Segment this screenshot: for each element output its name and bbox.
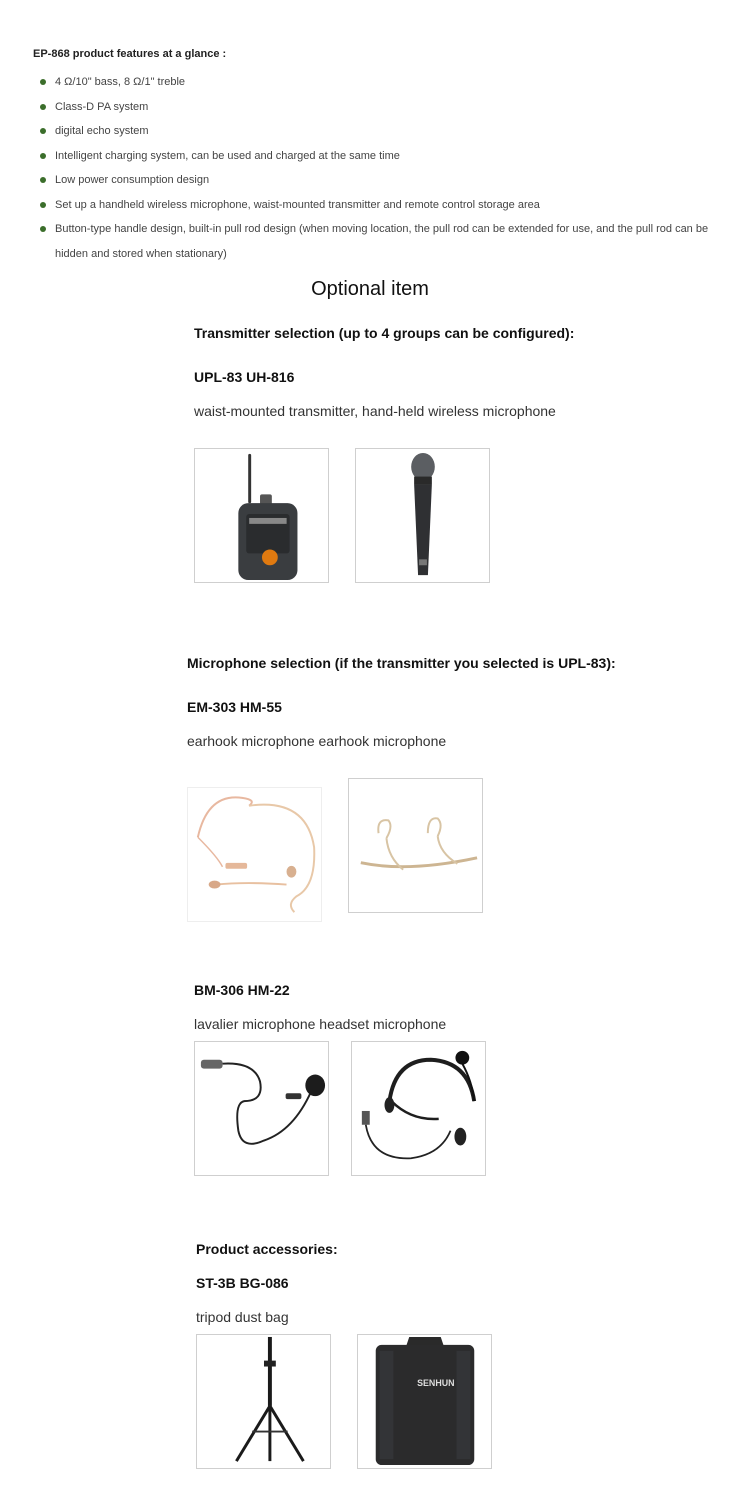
optional-item-title: Optional item [311,278,429,300]
feature-item: Low power consumption design [40,168,740,193]
transmitter-description: waist-mounted transmitter, hand-held wireless microphone [194,403,556,419]
earhook-microphone-photo [187,787,322,922]
product-accessories-heading: Product accessories: [196,1241,338,1257]
features-list [40,70,740,266]
transmitter-selection-heading: Transmitter selection (up to 4 groups can be configured): [194,325,575,341]
lavalier-description: lavalier microphone headset microphone [194,1016,447,1032]
feature-item: Intelligent charging system, can be used and charged at the same time [40,144,740,169]
bodypack-transmitter-photo [194,448,329,583]
features-heading: EP-868 product features at a glance : [33,48,227,60]
transmitter-models: UPL-83 UH-816 [194,369,295,385]
feature-item: digital echo system [40,119,740,144]
tripod-photo [196,1334,331,1469]
lavalier-microphone-photo [194,1041,329,1176]
headset-microphone-photo [351,1041,486,1176]
accessories-models: ST-3B BG-086 [196,1275,289,1291]
feature-item: Set up a handheld wireless microphone, waist-mounted transmitter and remote control storage area [40,193,740,218]
microphone-models: EM-303 HM-55 [187,699,282,715]
dual-earhook-microphone-photo [348,778,483,913]
bag-logo-text: SENHUN [417,1378,455,1389]
accessories-description: tripod dust bag [196,1309,289,1325]
feature-item: Class-D PA system [40,95,740,120]
microphone-selection-heading: Microphone selection (if the transmitter you selected is UPL-83): [187,655,616,671]
dust-bag-photo [357,1334,492,1469]
feature-item: Button-type handle design, built-in pull rod design (when moving location, the pull rod can be extended for use, and the pull rod can be hidden and stored when stationary) [40,217,740,266]
lavalier-models: BM-306 HM-22 [194,982,290,998]
handheld-microphone-photo [355,448,490,583]
microphone-description: earhook microphone earhook microphone [187,733,447,749]
feature-item: 4 Ω/10" bass, 8 Ω/1" treble [40,70,740,95]
